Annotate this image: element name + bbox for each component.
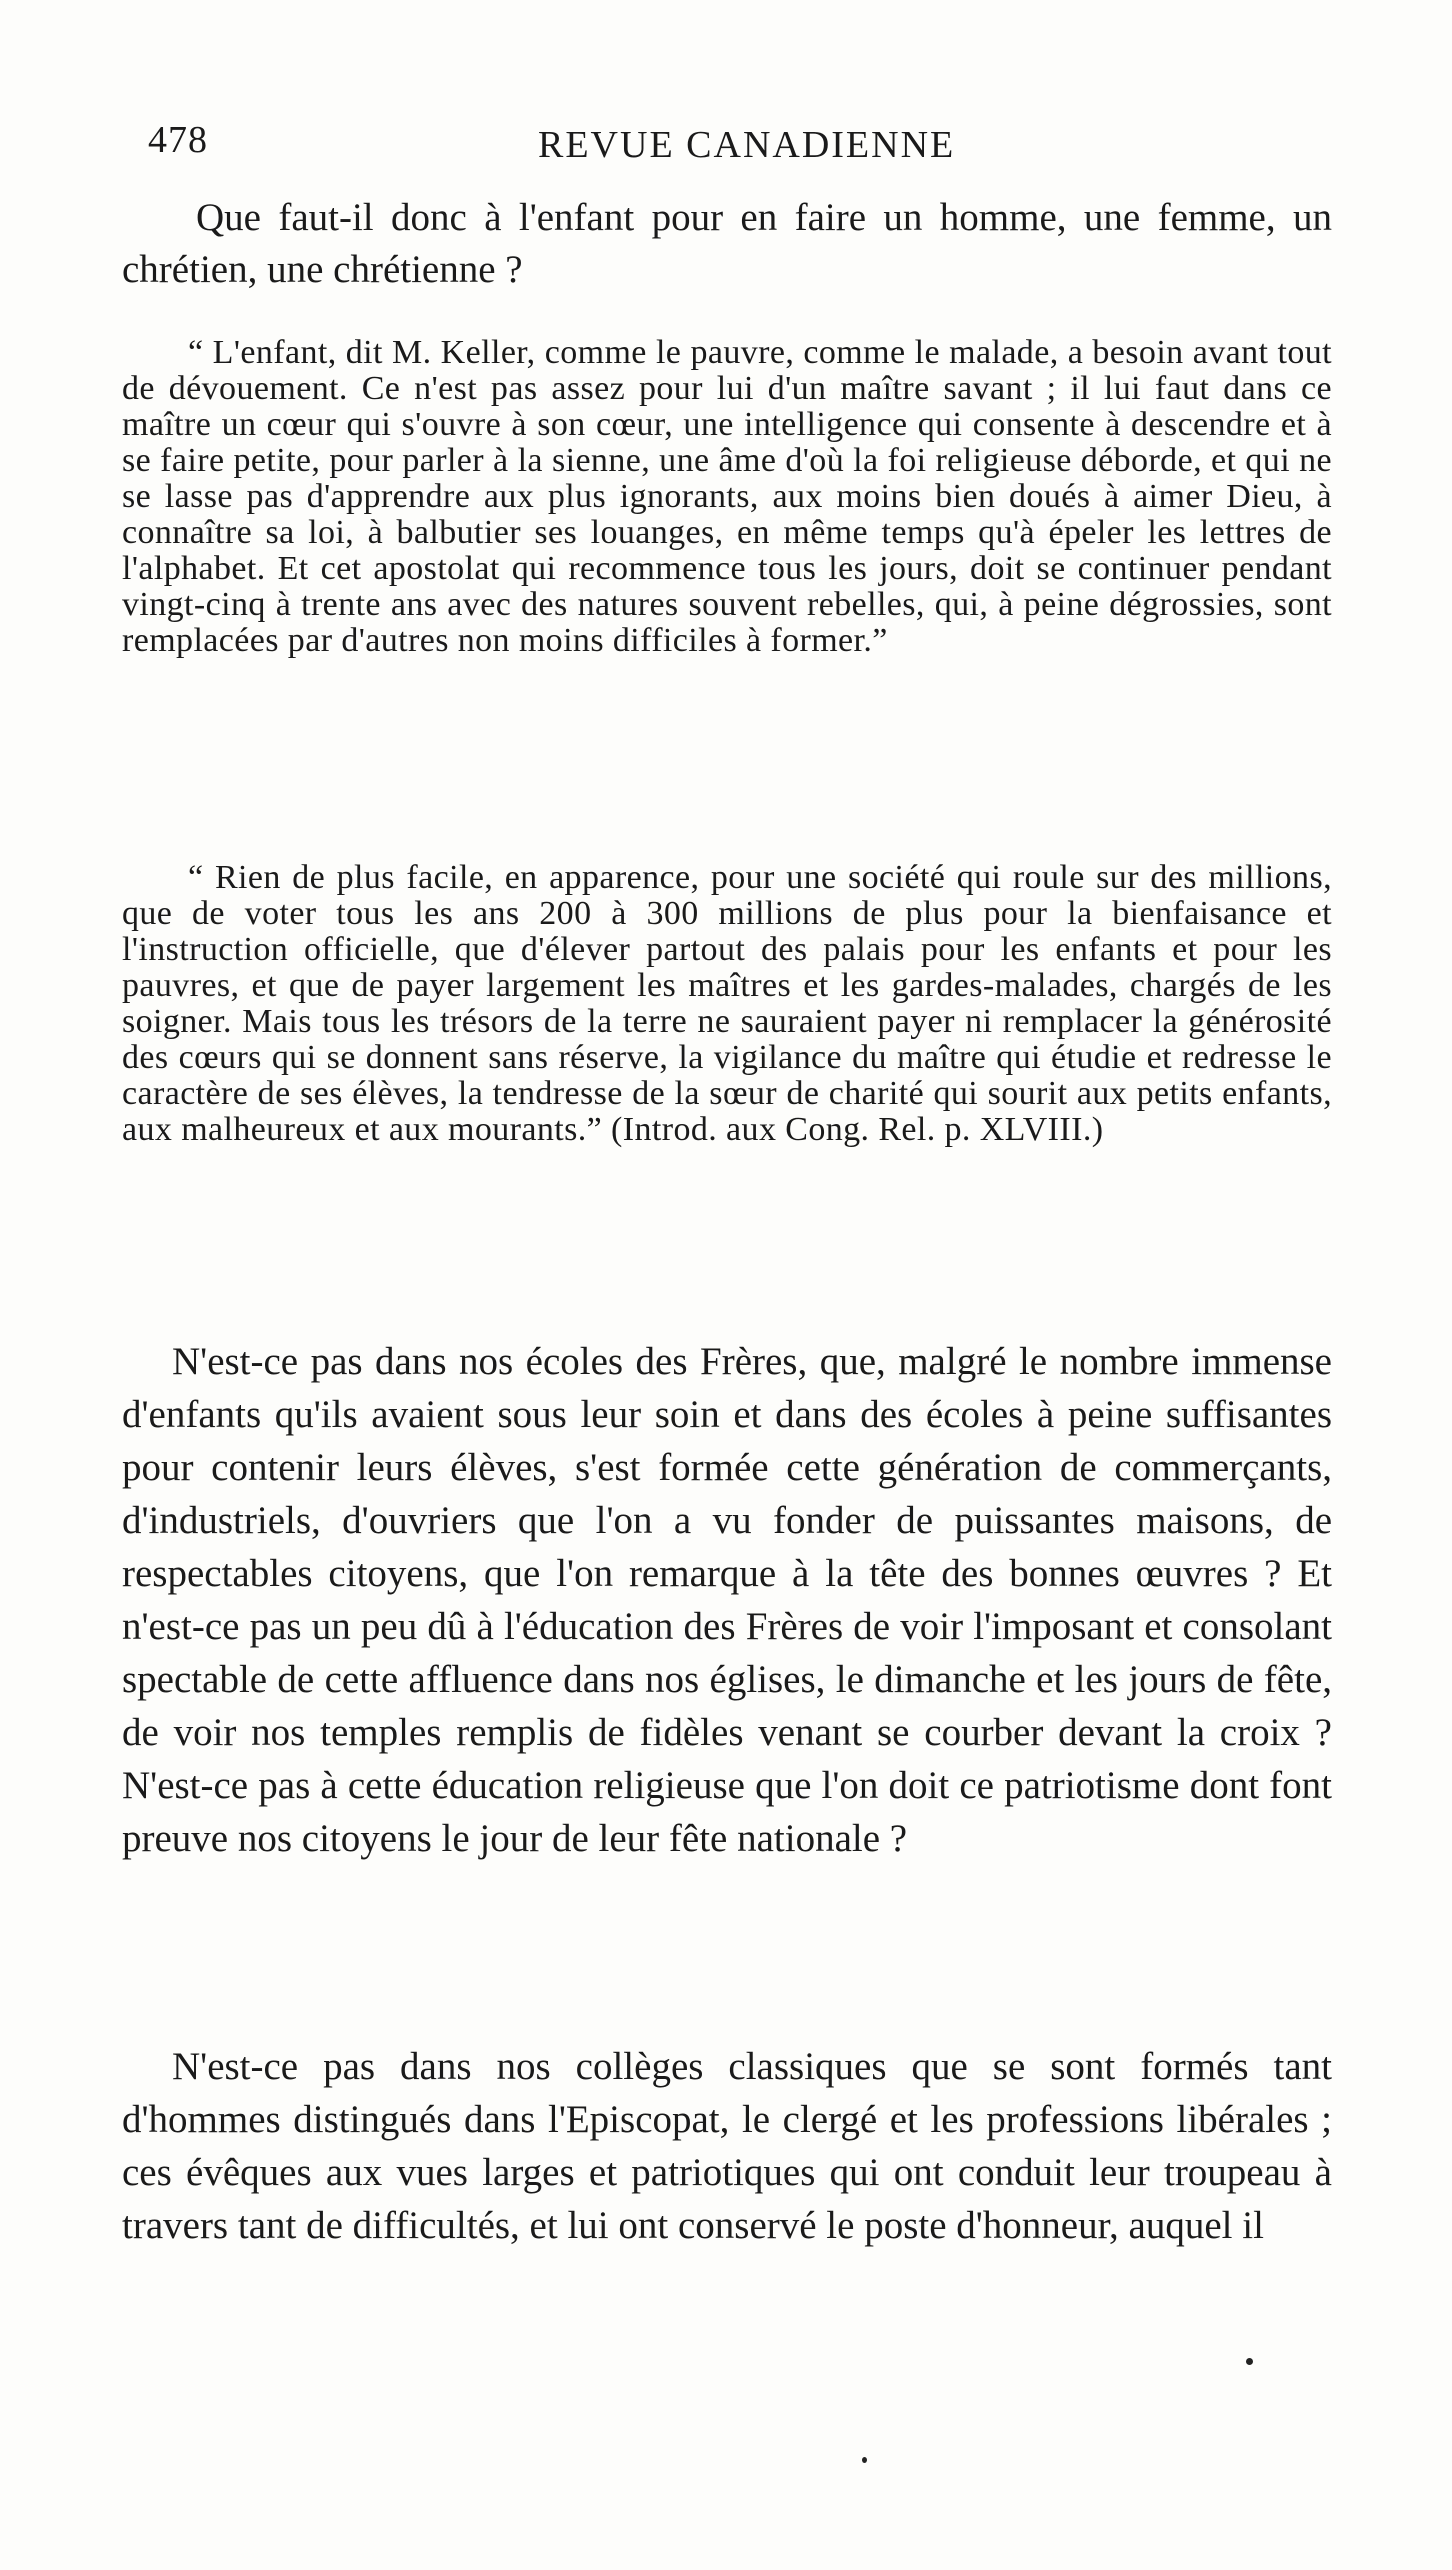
quote-keller-generosity: “ Rien de plus facile, en apparence, pour une société qui roule sur des millions, que de voter tous les ans 200 à 300 millions de plus pour la bienfaisance et l'instruction officielle, que d'élever partout des palais pour les enfants et pour les pauvres, et que de payer largement les maîtres et les gardes-malades, chargés de les soigner. Mais tous les trésors de la terre ne sauraient payer ni remplacer la générosité des cœurs qui se donnent sans réserve, la vigilance du maître qui étudie et redresse le caractère de ses élèves, la tendresse de la sœur de charité qui sourit aux petits enfants, aux malheureux et aux mourants.” (Introd. aux Cong. Rel. p. XLVIII.) [122, 859, 1332, 1148]
journal-title: REVUE CANADIENNE [538, 124, 956, 166]
ink-speck [1246, 2358, 1253, 2365]
paragraph-ecoles-des-freres: N'est-ce pas dans nos écoles des Frères, que, malgré le nombre immense d'enfants qu'ils avaient sous leur soin et dans des écoles à peine suffisantes pour contenir leurs élèves, s'est formée cette génération de commerçants, d'industriels, d'ouvriers que l'on a vu fonder de puissantes maisons, de respectables citoyens, que l'on remarque à la tête des bonnes œuvres ? Et n'est-ce pas un peu dû à l'éducation des Frères de voir l'imposant et consolant spectable de cette affluence dans nos églises, le dimanche et les jours de fête, de voir nos temples remplis de fidèles venant se courber devant la croix ? N'est-ce pas à cette éducation religieuse que l'on doit ce patriotisme dont font preuve nos citoyens le jour de leur fête nationale ? [122, 1340, 1332, 1860]
page-number: 478 [148, 119, 208, 161]
paragraph-intro-question: Que faut-il donc à l'enfant pour en faire un homme, une femme, un chrétien, une chrétienne ? [122, 196, 1332, 291]
running-head [148, 118, 1328, 178]
ink-speck [862, 2457, 867, 2463]
paragraph-colleges-classiques: N'est-ce pas dans nos collèges classiques que se sont formés tant d'hommes distingués dans l'Episcopat, le clergé et les professions libérales ; ces évêques aux vues larges et patriotiques qui ont conduit leur troupeau à travers tant de difficultés, et lui ont conservé le poste d'honneur, auquel il [122, 2045, 1332, 2247]
quote-keller-devotion: “ L'enfant, dit M. Keller, comme le pauvre, comme le malade, a besoin avant tout de dévouement. Ce n'est pas assez pour lui d'un maître savant ; il lui faut dans ce maître un cœur qui s'ouvre à son cœur, une intelligence qui consente à descendre et à se faire petite, pour parler à la sienne, une âme d'où la foi religieuse déborde, et qui ne se lasse pas d'apprendre aux plus ignorants, aux moins bien doués à aimer Dieu, à connaître sa loi, à balbutier ses louanges, en même temps qu'à épeler les lettres de l'alphabet. Et cet apostolat qui recommence tous les jours, doit se continuer pendant vingt-cinq à trente ans avec des natures souvent rebelles, qui, à peine dégrossies, sont remplacées par d'autres non moins difficiles à former.” [122, 334, 1332, 659]
